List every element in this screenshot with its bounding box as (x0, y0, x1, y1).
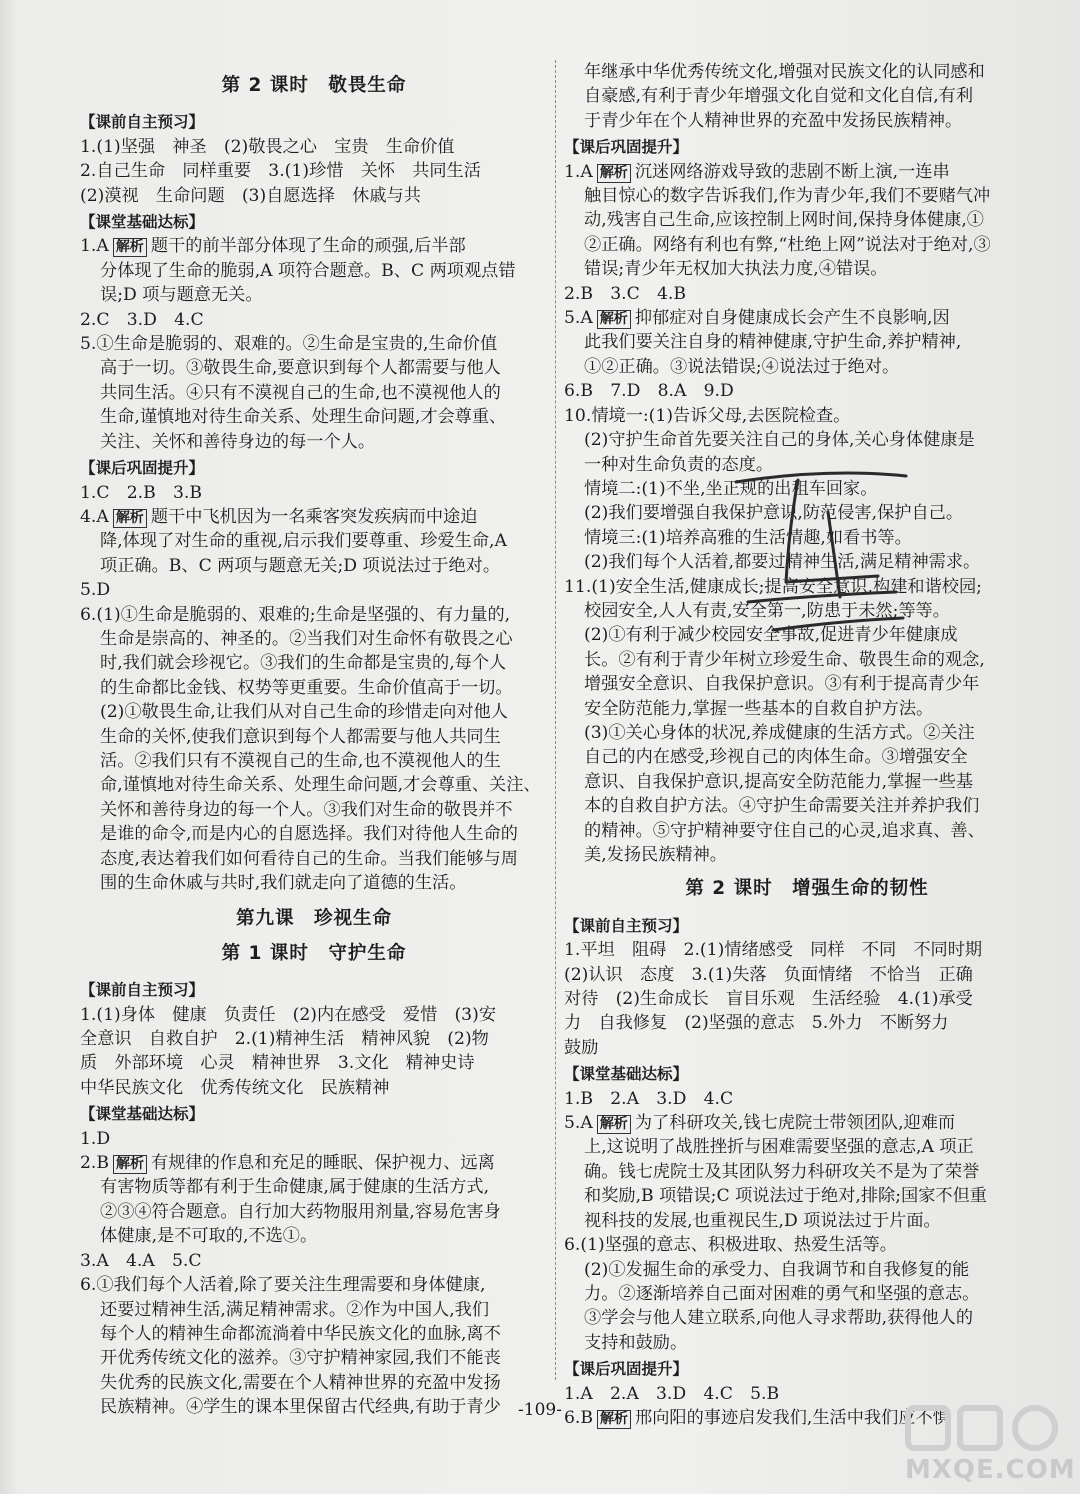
answer-line: 项正确。B、C 两项与题意无关;D 项说法过于绝对。 (100, 555, 501, 576)
section-heading: 【课堂基础达标】 (80, 213, 205, 232)
answer-line: 是谁的命令,而是内心的自愿选择。我们对待他人生命的 (100, 824, 518, 845)
answer-line: 长。②有利于青少年树立珍爱生命、敬畏生命的观念, (584, 649, 985, 670)
section-title: 第 2 课时 敬畏生命 (221, 75, 407, 96)
answer-line: 2.B 3.C 4.B (564, 283, 686, 304)
section-title: 第 1 课时 守护生命 (221, 942, 407, 964)
answer-line: 分体现了生命的脆弱,A 项符合题意。B、C 两项观点错 (100, 260, 516, 281)
answer-line: (2)我们要增强自我保护意识,防范侵害,保护自己。 (584, 503, 964, 524)
section-title: 第 2 课时 增强生命的韧性 (685, 878, 929, 900)
answer-text: 题干中飞机因为一名乘客突发疾病而中途迫 (150, 506, 478, 527)
answer-line: 安全防范能力,掌握一些基本的自救自护方法。 (584, 698, 934, 719)
section-heading: 【课堂基础达标】 (564, 1065, 689, 1084)
answer-line: (2)认识 态度 3.(1)失落 负面情绪 不恰当 正确 (564, 964, 973, 985)
answer-line (80, 234, 548, 258)
answer-line: 生命的关怀,使我们意识到每个人都需要与他人共同生 (100, 726, 501, 747)
answer-text: 邢向阳的事迹启发我们,生活中我们应不惧 (635, 1407, 950, 1428)
answer-line: 1.(1)坚强 神圣 (2)敬畏之心 宝贵 生命价值 (80, 136, 455, 157)
answer-line: 1.平坦 阻碍 2.(1)情绪感受 同样 不同 不同时期 (564, 940, 983, 961)
answer-line: ②③④符合题意。自行加大药物服用剂量,容易危害身 (100, 1201, 501, 1222)
answer-line: 生命是崇高的、神圣的。②当我们对生命怀有敬畏之心 (100, 628, 513, 649)
answer-line: 力。②逐渐培养自己面对困难的勇气和坚强的意志。 (584, 1283, 980, 1304)
answer-number: 4.A (80, 506, 109, 527)
answer-line: 和奖励,B 项错误;C 项说法过于绝对,排除;国家不但重 (584, 1186, 987, 1207)
answer-line (80, 1151, 548, 1175)
answer-line: 一种对生命负责的态度。 (584, 454, 774, 475)
answer-line: ②正确。网络有利也有弊,“杜绝上网”说法对于绝对,③ (584, 234, 991, 255)
answer-line: (2)漠视 生命问题 (3)自愿选择 休戚与共 (80, 185, 421, 206)
answer-line: 情境三:(1)培养高雅的生活情趣,如看书等。 (584, 527, 912, 548)
answer-line: 增强安全意识、自我保护意识。③有利于提高青少年 (584, 674, 980, 695)
page-number: -109- (518, 1400, 562, 1420)
answer-line: 于青少年在个人精神世界的充盈中发扬民族精神。 (584, 110, 963, 131)
column-divider (555, 60, 557, 1380)
left-column (80, 60, 548, 1420)
answer-line: 本的自救自护方法。④守护生命需要关注并养护我们 (584, 796, 980, 817)
answer-line: 误;D 项与题意无关。 (100, 285, 263, 306)
answer-line: 5.①生命是脆弱的、艰难的。②生命是宝贵的,生命价值 (80, 334, 498, 355)
answer-line: 高于一切。③敬畏生命,要意识到每个人都需要与他人 (100, 358, 501, 379)
section-heading: 【课后巩固提升】 (564, 1360, 689, 1379)
answer-text: 抑郁症对自身健康成长会产生不良影响,因 (634, 308, 950, 329)
answer-line: (3)①关心身体的状况,养成健康的生活方式。②关注 (584, 722, 975, 743)
answer-line: 共同生活。④只有不漠视自己的生命,也不漠视他人的 (100, 382, 501, 403)
answer-line: 关注、关怀和善待身边的每一个人。 (100, 431, 376, 452)
answer-line: ①②正确。③说法错误;④说法过于绝对。 (584, 356, 900, 377)
answer-line: 质 外部环境 心灵 精神世界 3.文化 精神史诗 (80, 1053, 475, 1074)
answer-line: 命,谨慎地对待生命关系、处理生命问题,才会尊重、关注、 (100, 775, 541, 796)
answer-text: 题干的前半部分体现了生命的顽强,后半部 (150, 236, 466, 257)
answer-number: 1.A (564, 161, 593, 182)
analysis-tag: 解析 (597, 1115, 631, 1134)
answer-line: 开优秀传统文化的滋养。③守护精神家园,我们不能丧 (100, 1348, 501, 1369)
answer-number: 2.B (80, 1153, 110, 1174)
answer-line: 全意识 自救自护 2.(1)精神生活 精神风貌 (2)物 (80, 1029, 489, 1050)
answer-number: 6.B (564, 1407, 594, 1428)
answer-line: 1.A 2.A 3.D 4.C 5.B (564, 1383, 780, 1404)
answer-line: 10.情境一:(1)告诉父母,去医院检查。 (564, 405, 851, 426)
answer-line: 鼓励 (564, 1037, 599, 1058)
answer-line: 有害物质等都有利于生命健康,属于健康的生活方式, (100, 1177, 490, 1198)
section-title: 第九课 珍视生命 (235, 908, 392, 930)
answer-number: 1.A (80, 236, 109, 257)
answer-line: ③学会与他人建立联系,向他人寻求帮助,获得他人的 (584, 1308, 974, 1329)
answer-line: 时,我们就会珍视它。③我们的生命都是宝贵的,每个人 (100, 653, 507, 674)
answer-line: 11.(1)安全生活,健康成长;提高安全意识,构建和谐校园; (564, 576, 982, 597)
analysis-tag: 解析 (113, 238, 147, 257)
answer-line: 生命,谨慎地对待生命关系、处理生命问题,才会尊重、 (100, 407, 507, 428)
answer-line: 的生命都比金钱、权势等更重要。生命价值高于一切。 (100, 677, 513, 698)
answer-line: 关怀和善待身边的每一个人。③我们对生命的敬畏并不 (100, 799, 513, 820)
answer-line: 6.B 7.D 8.A 9.D (564, 381, 734, 402)
answer-line: 每个人的精神生命都流淌着中华民族文化的血脉,离不 (100, 1323, 501, 1344)
answer-line: 民族精神。④学生的课本里保留古代经典,有助于青少 (100, 1397, 501, 1418)
answer-line: 体健康,是不可取的,不选①。 (100, 1226, 318, 1247)
answer-line: (2)我们每个人活着,都要过精神生活,满足精神需求。 (584, 552, 981, 573)
answer-line: 视科技的发展,也重视民生,D 项说法过于片面。 (584, 1210, 941, 1231)
answer-line: 6.①我们每个人活着,除了要关注生理需要和身体健康, (80, 1275, 486, 1296)
section-heading: 【课后巩固提升】 (564, 138, 689, 157)
answer-line: 对待 (2)生命成长 盲目乐观 生活经验 4.(1)承受 (564, 989, 973, 1010)
answer-line: (2)①敬畏生命,让我们从对自己生命的珍惜走向对他人 (100, 702, 508, 723)
answer-text: 沉迷网络游戏导致的悲剧不断上演,一连串 (634, 161, 950, 182)
answer-line (564, 306, 1050, 330)
answer-line: 围的生命休戚与共时,我们就走向了道德的生活。 (100, 873, 467, 893)
answer-line: 1.D (80, 1128, 111, 1149)
answer-line: 支持和鼓励。 (584, 1332, 688, 1353)
watermark-text: MXQE.COM (905, 1455, 1076, 1485)
answer-line: 自豪感,有利于青少年增强文化自觉和文化自信,有利 (584, 86, 974, 107)
answer-line: 3.A 4.A 5.C (80, 1250, 202, 1271)
answer-line: 情境二:(1)不坐,坐正规的出租车回家。 (584, 478, 878, 499)
answer-line: 美,发扬民族精神。 (584, 845, 727, 865)
answer-line: 6.(1)坚强的意志、积极进取、热爱生活等。 (564, 1235, 897, 1256)
answer-line: 6.(1)①生命是脆弱的、艰难的;生命是坚强的、有力量的, (80, 604, 511, 625)
answer-line: 校园安全,人人有责,安全第一,防患于未然;等等。 (584, 600, 950, 621)
answer-line: 1.C 2.B 3.B (80, 482, 202, 503)
right-column (564, 60, 1050, 1430)
answer-line: 此我们要关注自身的精神健康,守护生命,养护精神, (584, 332, 962, 353)
analysis-tag: 解析 (113, 1155, 147, 1174)
analysis-tag: 解析 (597, 164, 631, 183)
answer-line: 年继承中华优秀传统文化,增强对民族文化的认同感和 (584, 62, 985, 82)
answer-line: 2.自己生命 同样重要 3.(1)珍惜 关怀 共同生活 (80, 161, 481, 182)
answer-line: (2)①有利于减少校园安全事故,促进青少年健康成 (584, 625, 958, 646)
answer-number: 5.A (564, 1113, 593, 1134)
answer-line: 态度,表达着我们如何看待自己的生命。当我们能够与周 (100, 848, 518, 869)
answer-line: 降,体现了对生命的重视,启示我们要尊重、珍爱生命,A (100, 531, 507, 552)
answer-line (564, 1111, 1050, 1135)
answer-text: 有规律的作息和充足的睡眠、保护视力、远离 (151, 1153, 495, 1174)
section-heading: 【课前自主预习】 (80, 113, 205, 132)
answer-line: 力 自我修复 (2)坚强的意志 5.外力 不断努力 (564, 1013, 949, 1034)
analysis-tag: 解析 (113, 509, 147, 528)
answer-line: (2)守护生命首先要关注自己的身体,关心身体健康是 (584, 430, 975, 451)
answer-line: 2.C 3.D 4.C (80, 309, 204, 330)
answer-line: 动,残害自己生命,应该控制上网时间,保持身体健康,① (584, 210, 984, 231)
answer-line: 中华民族文化 优秀传统文化 民族精神 (80, 1077, 390, 1098)
section-heading: 【课堂基础达标】 (80, 1105, 205, 1124)
answer-line: 确。钱七虎院士及其团队努力科研攻关不是为了荣誉 (584, 1161, 980, 1182)
answer-line (80, 505, 548, 529)
answer-line: 1.(1)身体 健康 负责任 (2)内在感受 爱惜 (3)安 (80, 1004, 497, 1025)
answer-line: 自己的内在感受,珍视自己的肉体生命。③增强安全 (584, 747, 968, 768)
answer-line: 错误;青少年无权加大执法力度,④错误。 (584, 259, 888, 280)
section-heading: 【课前自主预习】 (80, 981, 205, 1000)
analysis-tag: 解析 (597, 310, 631, 329)
answer-line: 失优秀的民族文化,需要在个人精神世界的充盈中发扬 (100, 1372, 501, 1393)
answer-line: 意识、自我保护意识,提高安全防范能力,掌握一些基 (584, 771, 974, 792)
answer-line: (2)①发掘生命的承受力、自我调节和自我修复的能 (584, 1259, 970, 1280)
answer-line: 的精神。⑤守护精神要守住自己的心灵,追求真、善、 (584, 820, 985, 841)
answer-line (564, 160, 1050, 184)
answer-text: 为了科研攻关,钱七虎院士带领团队,迎难而 (634, 1113, 956, 1134)
section-heading: 【课前自主预习】 (564, 916, 689, 935)
answer-number: 5.A (564, 308, 593, 329)
answer-line: 还要过精神生活,满足精神需求。②作为中国人,我们 (100, 1299, 490, 1320)
analysis-tag: 解析 (597, 1410, 631, 1429)
answer-line: 1.B 2.A 3.D 4.C (564, 1088, 734, 1109)
answer-line: 上,这说明了战胜挫折与困难需要坚强的意志,A 项正 (584, 1137, 974, 1158)
answer-line: 触目惊心的数字告诉我们,作为青少年,我们不要赌气冲 (584, 186, 991, 207)
answer-line: 5.D (80, 580, 111, 601)
section-heading: 【课后巩固提升】 (80, 459, 205, 478)
answer-line: 活。②我们只有不漠视自己的生命,也不漠视他人的生 (100, 750, 501, 771)
